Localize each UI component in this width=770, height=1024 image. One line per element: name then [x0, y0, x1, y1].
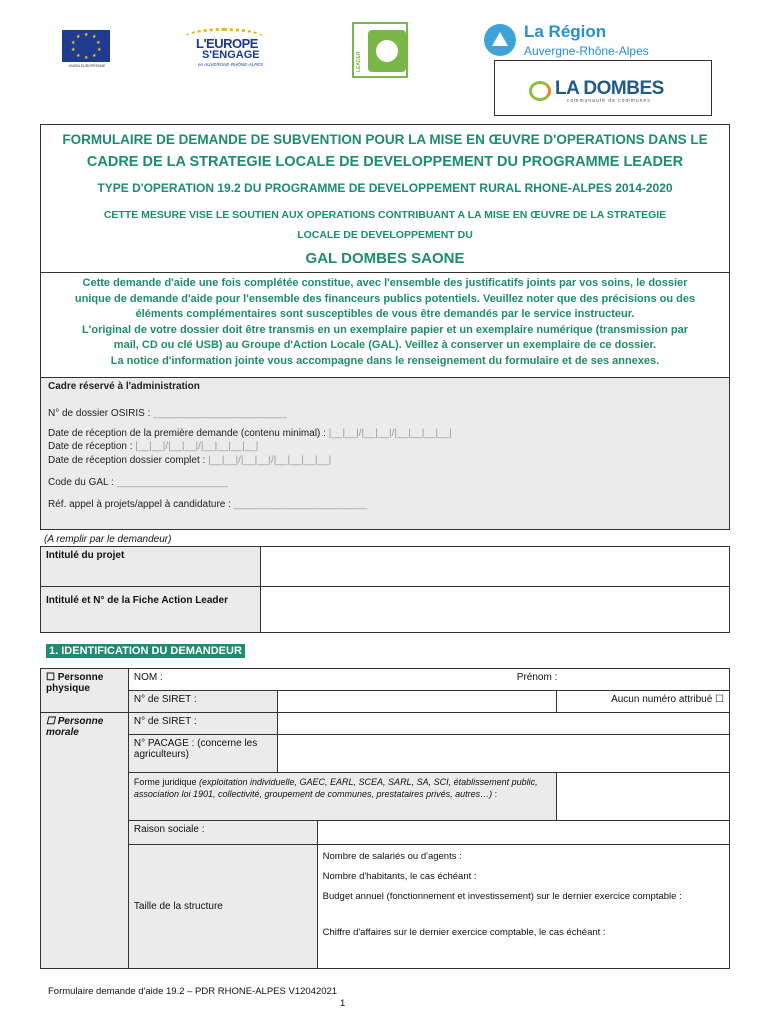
raison-sociale-input[interactable]	[317, 821, 729, 845]
form-title-block	[40, 124, 730, 272]
title-line-3: TYPE D'OPERATION 19.2 DU PROGRAMME DE DEVELOPPEMENT RURAL RHONE-ALPES 2014-2020	[97, 181, 673, 195]
pacage-input[interactable]	[277, 735, 729, 773]
ca-field[interactable]: Chiffre d'affaires sur le dernier exercice comptable, le cas échéant :	[322, 927, 606, 938]
gal-code-field: Code du GAL : ____________________	[48, 477, 228, 488]
raison-sociale-label: Raison sociale :	[128, 821, 317, 845]
forme-juridique-label: Forme juridique (exploitation individuelle, GAEC, EARL, SCEA, SARL, SA, SCI, établissement public, association loi 1901, collectivité, groupement de communes, prestataires privés, autres…) :	[128, 773, 556, 821]
section-1-heading: 1. IDENTIFICATION DU DEMANDEUR	[46, 644, 245, 658]
siret-morale-label: N° de SIRET :	[128, 713, 277, 735]
region-icon	[484, 24, 516, 56]
project-title-input[interactable]	[261, 547, 730, 587]
europe-sengage-logo: L'EUROPE S'ENGAGE en AUVERGNE-RHÔNE-ALPES	[176, 26, 274, 76]
fiche-action-input[interactable]	[261, 587, 730, 633]
admin-title: Cadre réservé à l'administration	[48, 381, 200, 392]
dombes-logo: LA DOMBES communauté de communes	[494, 60, 712, 116]
aucun-numero-checkbox[interactable]: Aucun numéro attribué ☐	[557, 691, 730, 713]
date-reception-field: Date de réception : |__|__|/|__|__|/|__|__|__|__|	[48, 441, 259, 452]
siret-input[interactable]	[277, 691, 556, 713]
ref-appel-field: Réf. appel à projets/appel à candidature : ________________________	[48, 499, 368, 510]
personne-physique-checkbox[interactable]: ☐ Personne physique	[41, 669, 129, 713]
salaries-field[interactable]: Nombre de salariés ou d'agents :	[322, 851, 462, 862]
siret-label: N° de SIRET :	[128, 691, 277, 713]
taille-structure-label: Taille de la structure	[128, 845, 317, 969]
prenom-field[interactable]: Prénom :	[497, 669, 730, 691]
budget-field[interactable]: Budget annuel (fonctionnement et investissement) sur le dernier exercice comptable :	[322, 891, 682, 902]
date-complete-field: Date de réception dossier complet : |__|__|/|__|__|/|__|__|__|__|	[48, 455, 332, 466]
title-line-2: CADRE DE LA STRATEGIE LOCALE DE DEVELOPPEMENT DU PROGRAMME LEADER	[86, 154, 684, 170]
page-number: 1	[340, 998, 346, 1009]
title-line-1: FORMULAIRE DE DEMANDE DE SUBVENTION POUR LA MISE EN ŒUVRE D'OPERATIONS DANS LE	[62, 132, 708, 147]
footer-form-ref: Formulaire demande d'aide 19.2 – PDR RHONE-ALPES V12042021	[48, 986, 338, 997]
leader-logo: LEADER	[352, 22, 408, 78]
nom-field[interactable]: NOM :	[128, 669, 496, 691]
project-table	[40, 546, 730, 633]
habitants-field[interactable]: Nombre d'habitants, le cas échéant :	[322, 871, 477, 882]
gal-name: GAL DOMBES SAONE	[305, 250, 465, 267]
admin-reserved-box	[40, 378, 730, 530]
project-title-label: Intitulé du projet	[41, 547, 261, 587]
taille-structure-details[interactable]	[317, 845, 729, 969]
fiche-action-label: Intitulé et N° de la Fiche Action Leader	[41, 587, 261, 633]
title-line-4a: CETTE MESURE VISE LE SOUTIEN AUX OPERATIONS CONTRIBUANT A LA MISE EN ŒUVRE DE LA STRATEGIE	[103, 209, 667, 221]
personne-morale-checkbox[interactable]: ☐ Personne morale	[41, 713, 129, 969]
fill-note: (A remplir par le demandeur)	[44, 534, 172, 545]
eu-flag-logo: ★ ★ ★ ★ ★ ★ ★ ★ ★ ★	[62, 30, 110, 62]
osiris-field: N° de dossier OSIRIS : ________________________	[48, 408, 287, 419]
eu-caption: UNION EUROPÉENNE	[68, 64, 106, 68]
dombes-icon	[529, 81, 551, 101]
pacage-label: N° PACAGE : (concerne les agriculteurs)	[128, 735, 277, 773]
intro-notice: Cette demande d'aide une fois complétée constitue, avec l'ensemble des justificatifs joints par vos soins, le dossier unique de demande d'aide pour l'ensemble des financeurs publics potentiels. Veuillez noter que des précisions ou des éléments complémentaires sont susceptibles de vous être demandés par le service instructeur. L'original de votre dossier doit être transmis en un exemplaire papier et un exemplaire numérique (transmission par mail, CD ou clé USB) au Groupe d'Action Locale (GAL). Veillez à conserver un exemplaire de ce dossier. La notice d'information jointe vous accompagne dans le renseignement du formulaire et de ses annexes.	[40, 272, 730, 378]
siret-morale-input[interactable]	[277, 713, 729, 735]
region-logo: La Région Auvergne-Rhône-Alpes	[484, 20, 694, 60]
identification-table	[40, 668, 730, 969]
forme-juridique-input[interactable]	[557, 773, 730, 821]
date-first-field: Date de réception de la première demande (contenu minimal) : |__|__|/|__|__|/|__|__|__|__|	[48, 428, 452, 439]
title-line-4b: LOCALE DE DEVELOPPEMENT DU	[297, 229, 473, 241]
